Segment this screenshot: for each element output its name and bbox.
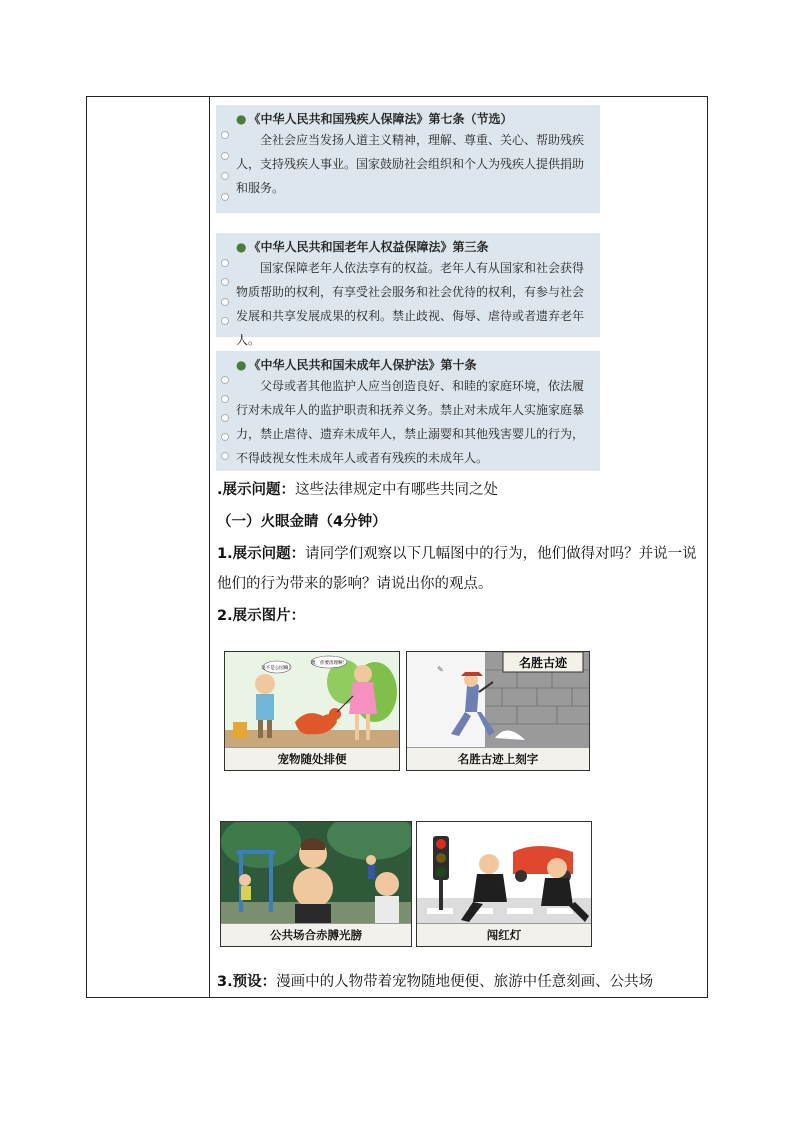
step1-paragraph bbox=[217, 539, 703, 599]
step3-text: 漫画中的人物带着宠物随地便便、旅游中任意刻画、公共场 bbox=[276, 974, 654, 990]
red-light-illustration bbox=[417, 822, 592, 926]
question-label: .展示问题： bbox=[217, 482, 296, 498]
bullet-icon: ● bbox=[236, 112, 247, 126]
law-body: 父母或者其他监护人应当创造良好、和睦的家庭环境，依法履行对未成年人的监护职责和抚养义务。禁止对未成年人实施家庭暴力，禁止虐待、遗弃未成年人，禁止溺婴和其他残害婴儿的行为，不得歧视女性未成年人或者有残疾的未成年人。 bbox=[236, 379, 585, 465]
picture-caption: 名胜古迹上刻字 bbox=[407, 747, 589, 770]
question-paragraph bbox=[217, 475, 703, 505]
law-title-text: 《中华人民共和国老年人权益保障法》第三条 bbox=[248, 240, 489, 254]
law-title-text: 《中华人民共和国未成年人保护法》第十条 bbox=[248, 358, 477, 372]
bullet-icon: ● bbox=[236, 358, 247, 372]
cartoon-shirtless bbox=[220, 821, 412, 947]
law-title-text: 《中华人民共和国残疾人保障法》第七条（节选） bbox=[248, 112, 513, 126]
law-box-minors bbox=[216, 351, 600, 471]
law-box-elderly bbox=[216, 233, 600, 347]
step2-paragraph bbox=[217, 601, 703, 631]
bullet-icon: ● bbox=[236, 240, 247, 254]
question-text: 这些法律规定中有哪些共同之处 bbox=[295, 482, 499, 498]
speech-bubble-2: 这不是公园嘛！ bbox=[261, 666, 293, 671]
section-heading bbox=[217, 507, 703, 537]
binder-rings bbox=[221, 125, 229, 207]
cartoon-red-light bbox=[416, 821, 592, 947]
picture-caption: 宠物随处排便 bbox=[225, 747, 399, 770]
binder-rings bbox=[221, 371, 229, 465]
law-title bbox=[236, 356, 590, 374]
law-title bbox=[236, 238, 590, 256]
step2-label: 2.展示图片： bbox=[217, 608, 306, 624]
picture-caption: 公共场合赤膊光膀 bbox=[221, 923, 411, 946]
step3-label: 3.预设： bbox=[217, 974, 277, 990]
step1-label: 1.展示问题： bbox=[217, 546, 306, 562]
law-title bbox=[236, 110, 590, 128]
cartoon-graffiti bbox=[406, 651, 590, 771]
shirtless-illustration bbox=[221, 822, 412, 926]
svg-text:✎: ✎ bbox=[437, 665, 444, 674]
picture-caption: 闯红灯 bbox=[417, 923, 591, 946]
speech-bubble-1: 喂，你要清理啊！ bbox=[311, 661, 347, 666]
section-label: （一）火眼金睛（4分钟） bbox=[217, 514, 387, 530]
pet-waste-illustration bbox=[225, 652, 400, 750]
lesson-table bbox=[86, 96, 708, 998]
binder-rings bbox=[221, 253, 229, 331]
content-cell bbox=[210, 97, 707, 997]
law-body: 全社会应当发扬人道主义精神，理解、尊重、关心、帮助残疾人，支持残疾人事业。国家鼓励社会组织和个人为残疾人提供捐助和服务。 bbox=[236, 133, 585, 195]
step1-text: 请同学们观察以下几幅图中的行为，他们做得对吗？并说一说他们的行为带来的影响？请说出你的观点。 bbox=[217, 546, 697, 592]
sign-text: 名胜古迹 bbox=[518, 656, 568, 670]
graffiti-illustration bbox=[407, 652, 590, 750]
step3-paragraph bbox=[217, 967, 703, 997]
cartoon-pet-waste bbox=[224, 651, 400, 771]
law-box-disability bbox=[216, 105, 600, 213]
law-body: 国家保障老年人依法享有的权益。老年人有从国家和社会获得物质帮助的权利，有享受社会服务和社会优待的权利，有参与社会发展和共享发展成果的权利。禁止歧视、侮辱、虐待或者遗弃老年人。 bbox=[236, 261, 585, 347]
